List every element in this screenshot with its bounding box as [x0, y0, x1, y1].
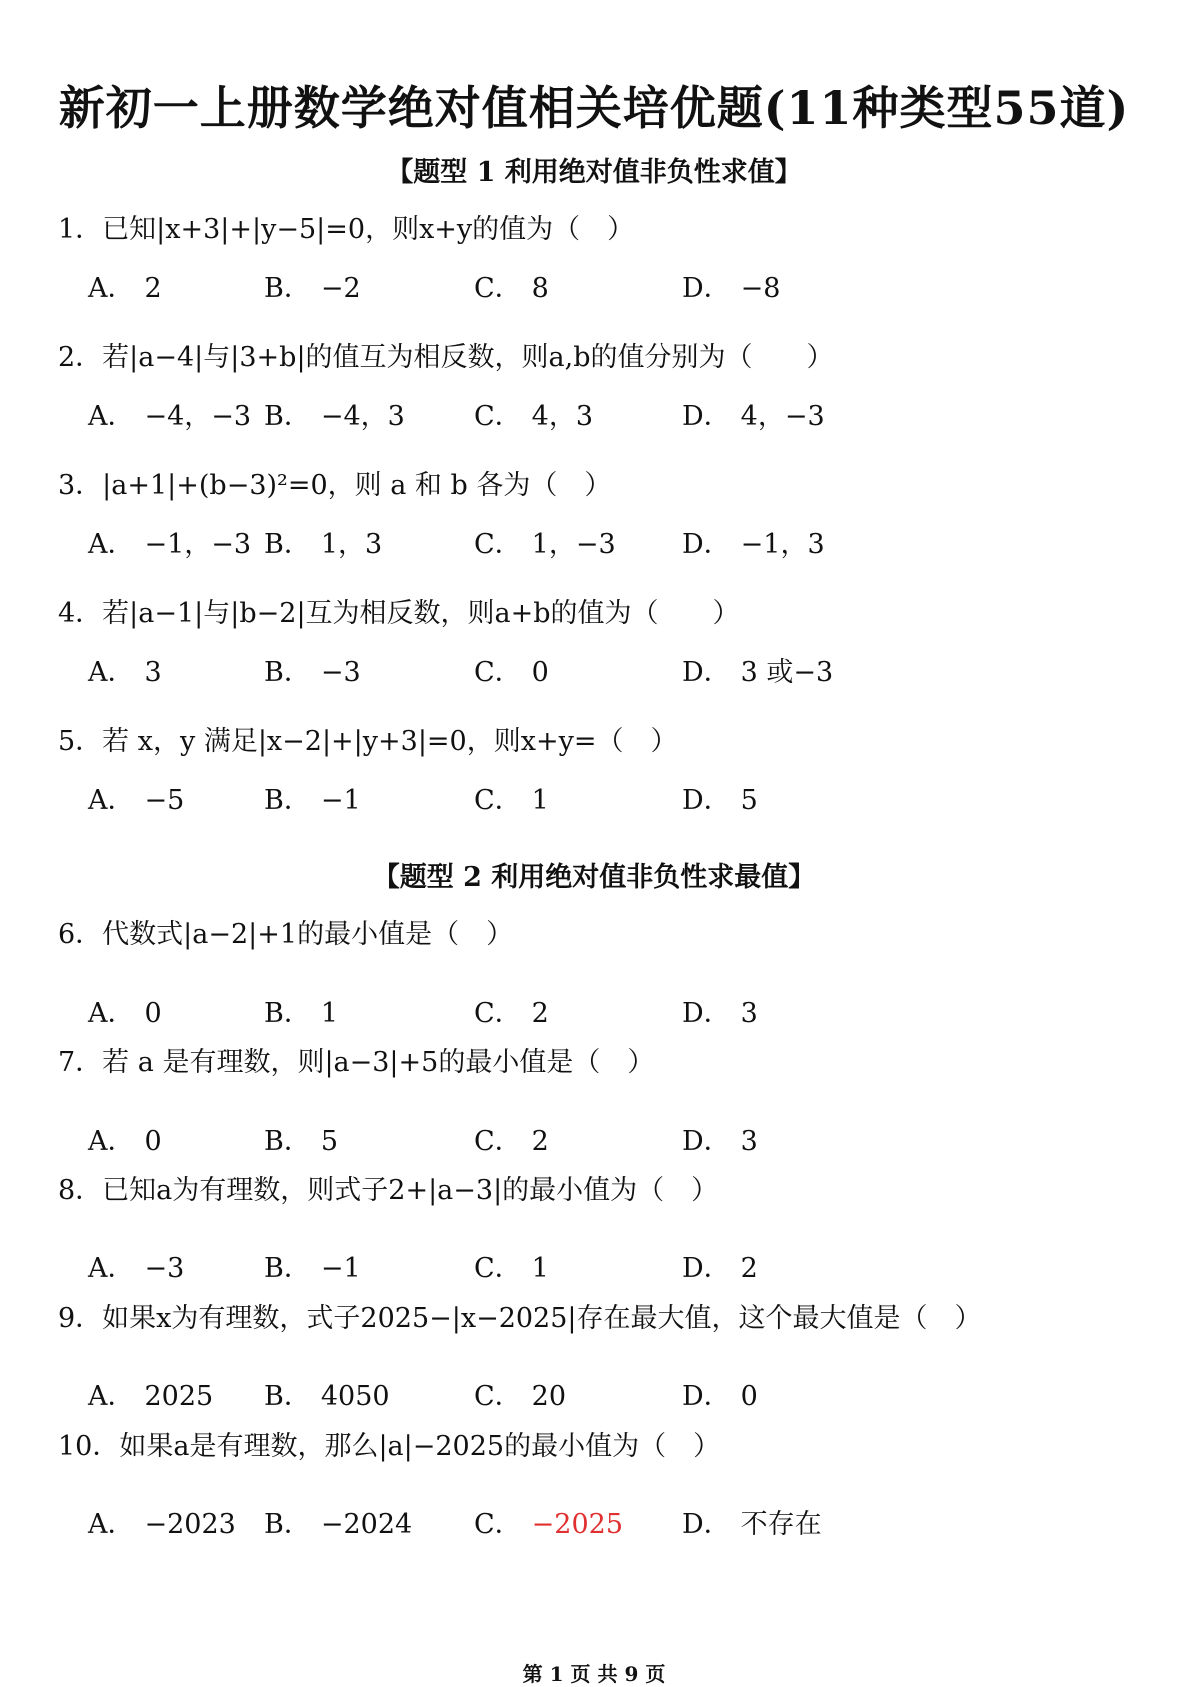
option-c: C． −2025: [474, 1509, 624, 1540]
question-7: 7．若 a 是有理数，则|a−3|+5的最小值是（ ）: [58, 1047, 655, 1078]
option-a: A． 0: [88, 1126, 162, 1157]
question-10: 10．如果a是有理数，那么|a|−2025的最小值为（ ）: [58, 1431, 721, 1462]
question-4: 4．若|a−1|与|b−2|互为相反数，则a+b的值为（ ）: [58, 598, 740, 629]
options-9: [0, 1374, 1188, 1414]
option-d: D． 3: [682, 998, 758, 1029]
option-c: C． 1: [474, 1253, 549, 1284]
option-d: D． 4，−3: [682, 401, 825, 432]
section-heading-1: 【题型 1 利用绝对值非负性求值】: [386, 157, 802, 188]
options-4: [0, 650, 1188, 690]
option-c: C． 4，3: [474, 401, 594, 432]
options-5: [0, 778, 1188, 818]
section-heading-2: 【题型 2 利用绝对值非负性求最值】: [372, 862, 816, 893]
option-b: B． −2: [264, 273, 361, 304]
option-a: A． −1，−3: [88, 529, 252, 560]
question-8: 8．已知a为有理数，则式子2+|a−3|的最小值为（ ）: [58, 1175, 719, 1206]
option-d: D． −8: [682, 273, 781, 304]
option-c: C． 2: [474, 1126, 549, 1157]
options-6: [0, 991, 1188, 1031]
options-10: [0, 1502, 1188, 1542]
option-a: A． 3: [88, 657, 162, 688]
option-c: C． 8: [474, 273, 549, 304]
options-1: [0, 266, 1188, 306]
option-d: D． 3: [682, 1126, 758, 1157]
page-title: 新初一上册数学绝对值相关培优题(11种类型55道): [58, 81, 1130, 135]
option-a: A． −5: [88, 785, 185, 816]
option-b: B． −4，3: [264, 401, 405, 432]
option-a: A． 2: [88, 273, 162, 304]
option-c: C． 1，−3: [474, 529, 616, 560]
option-c: C． 0: [474, 657, 549, 688]
option-c: C． 20: [474, 1381, 567, 1412]
option-b: B． −3: [264, 657, 361, 688]
options-2: [0, 394, 1188, 434]
option-b: B． −1: [264, 1253, 361, 1284]
question-5: 5．若 x，y 满足|x−2|+|y+3|=0，则x+y=（ ）: [58, 726, 678, 757]
option-a: A． 0: [88, 998, 162, 1029]
answer-highlight: −2025: [531, 1509, 624, 1540]
option-a: A． −4，−3: [88, 401, 252, 432]
question-1: 1．已知|x+3|+|y−5|=0，则x+y的值为（ ）: [58, 214, 635, 245]
option-b: B． −1: [264, 785, 361, 816]
option-b: B． 1: [264, 998, 339, 1029]
question-3: 3．|a+1|+(b−3)²=0，则 a 和 b 各为（ ）: [58, 470, 612, 501]
option-d: D． 2: [682, 1253, 758, 1284]
option-b: B． 1，3: [264, 529, 383, 560]
question-6: 6．代数式|a−2|+1的最小值是（ ）: [58, 919, 514, 950]
options-7: [0, 1119, 1188, 1159]
question-2: 2．若|a−4|与|3+b|的值互为相反数，则a,b的值分别为（ ）: [58, 342, 834, 373]
option-d: D． −1，3: [682, 529, 825, 560]
question-9: 9．如果x为有理数，式子2025−|x−2025|存在最大值，这个最大值是（ ）: [58, 1303, 982, 1334]
option-a: A． 2025: [88, 1381, 214, 1412]
option-a: A． −2023: [88, 1509, 236, 1540]
option-d: D． 3 或−3: [682, 657, 834, 688]
option-d: D． 5: [682, 785, 758, 816]
option-b: B． −2024: [264, 1509, 413, 1540]
option-c: C． 1: [474, 785, 549, 816]
option-b: B． 4050: [264, 1381, 390, 1412]
options-3: [0, 522, 1188, 562]
options-8: [0, 1246, 1188, 1286]
option-b: B． 5: [264, 1126, 339, 1157]
option-c: C． 2: [474, 998, 549, 1029]
option-d: D． 0: [682, 1381, 758, 1412]
option-d: D． 不存在: [682, 1509, 822, 1540]
option-a: A． −3: [88, 1253, 185, 1284]
page-footer: 第 1 页 共 9 页: [522, 1662, 666, 1686]
